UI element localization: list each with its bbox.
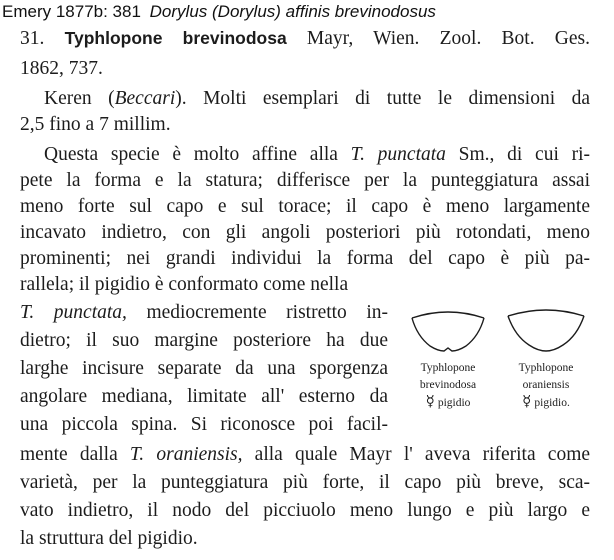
para2-line13: varietà, per la punteggiatura più forte, il capo più breve, sca- <box>20 472 590 493</box>
pygidium-brevinodosa-illustration <box>409 300 487 356</box>
taxon-ref-punctata-2: T. punctata, <box>20 302 127 323</box>
para1-line2: 2,5 fino a 7 millim. <box>20 114 171 135</box>
figure-brevinodosa <box>402 300 494 412</box>
figure-genus: Typhlopone <box>518 362 574 374</box>
para1-line1: Keren (Beccari). Molti esemplari di tutte le dimensioni da <box>44 88 590 109</box>
species-name: Typhlopone brevinodosa <box>64 28 287 48</box>
para2-line7: T. punctata, mediocremente ristretto in- <box>20 302 388 323</box>
para2-line14: vato indietro, il nodo del picciuolo meno lungo e più largo e <box>20 500 590 521</box>
taxon-ref-oraniensis: T. oraniensis, <box>129 444 243 465</box>
worker-symbol-icon: ☿ <box>522 394 532 410</box>
figure-caption: ☿ pigidio <box>425 394 471 410</box>
collector-name: Beccari <box>114 88 176 109</box>
para2-line9: larghe incisure separate da una sporgenza <box>20 358 388 379</box>
figure-caption: ☿ pigidio. <box>522 394 570 410</box>
para2-line2: pete la forma e la statura; differisce per la punteggiatura assai <box>20 170 590 191</box>
figure-species: oraniensis <box>522 379 570 391</box>
para2-line10: angolare mediana, limitate all' esterno da <box>20 386 388 407</box>
pygidium-oraniensis-illustration <box>505 300 587 356</box>
figure-species: brevinodosa <box>419 379 477 391</box>
citation: Emery 1877b: 381 <box>2 2 141 21</box>
worker-symbol-icon: ☿ <box>425 394 435 410</box>
para2-line6: rallela; il pigidio è conformato come nella <box>20 274 349 295</box>
reference-line-1: Mayr, Wien. Zool. Bot. Ges. <box>306 28 591 49</box>
taxon-name: Dorylus (Dorylus) affinis brevinodosus <box>149 2 436 21</box>
entry-heading <box>20 28 590 50</box>
figure-genus: Typhlopone <box>420 362 476 374</box>
para2-line11: una piccola spina. Si riconosce poi facil- <box>20 414 388 435</box>
para2-line4: incavato indietro, con gli angoli posteriori più rotondati, meno <box>20 222 590 243</box>
entry-number: 31. <box>20 28 45 49</box>
para2-line15: la struttura del pigidio. <box>20 528 198 549</box>
para2-line5: prominenti; nei grandi individui la forma del capo è più pa- <box>20 248 590 269</box>
para2-line3: meno forte sul capo e sul torace; il capo è meno largamente <box>20 196 590 217</box>
reference-line-2: 1862, 737. <box>20 58 103 79</box>
para2-line1: Questa specie è molto affine alla T. punctata Sm., di cui ri- <box>44 144 590 165</box>
figure-oraniensis <box>500 300 592 412</box>
para2-line12: mente dalla T. oraniensis, alla quale Mayr l' aveva riferita come <box>20 444 591 465</box>
taxon-ref-punctata: T. punctata <box>350 144 446 165</box>
para2-line8: dietro; il suo margine posteriore ha due <box>20 330 388 351</box>
catalog-header <box>2 2 612 22</box>
